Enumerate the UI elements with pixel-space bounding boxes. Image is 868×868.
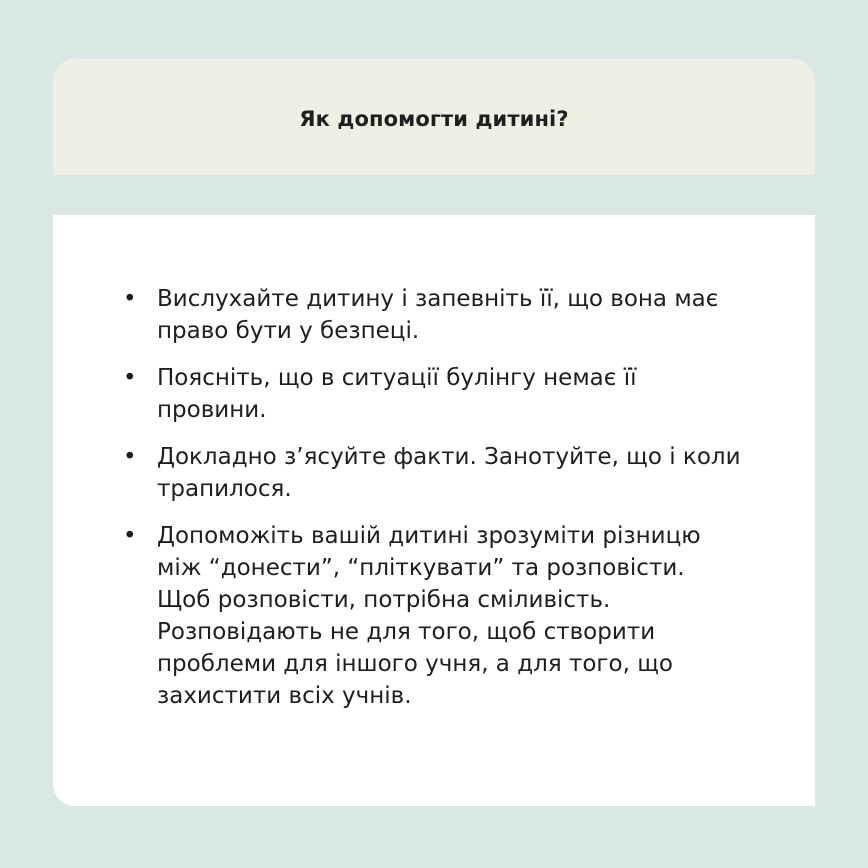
tips-list — [123, 283, 743, 727]
bullet-icon: • — [123, 523, 137, 549]
tip-item-4 — [123, 520, 743, 712]
tip-text: Допоможіть вашій дитині зрозуміти різницю між “донести”, “пліткувати” та розповісти. Щоб розповісти, потрібна сміливість. Розповідають не для того, щоб створити проблеми для іншого учня, а для того, що захистити всіх учнів. — [157, 523, 701, 709]
page-title: Як допомогти дитині? — [299, 107, 569, 131]
tip-item-2 — [123, 362, 743, 426]
header-card — [53, 59, 815, 175]
tip-item-3 — [123, 441, 743, 505]
bullet-icon: • — [123, 286, 137, 312]
bullet-icon: • — [123, 365, 137, 391]
tips-card — [53, 215, 815, 806]
tip-text: Докладно з’ясуйте факти. Занотуйте, що і коли трапилося. — [157, 444, 741, 502]
tip-text: Поясніть, що в ситуації булінгу немає її провини. — [157, 365, 637, 423]
tip-text: Вислухайте дитину і запевніть її, що вона має право бути у безпеці. — [157, 286, 719, 344]
tip-item-1 — [123, 283, 743, 347]
bullet-icon: • — [123, 444, 137, 470]
